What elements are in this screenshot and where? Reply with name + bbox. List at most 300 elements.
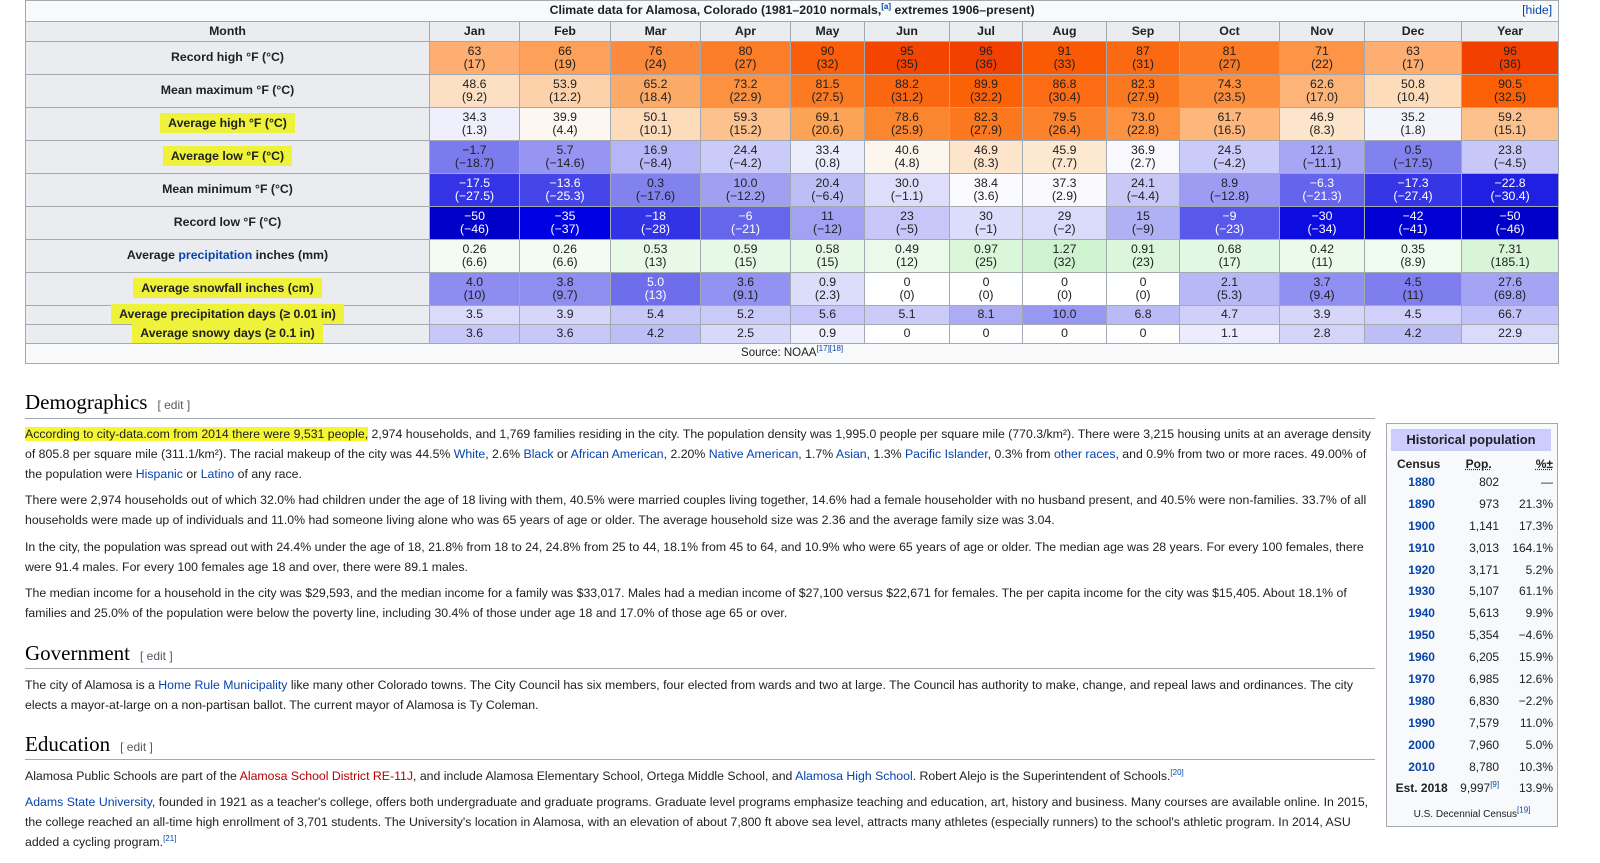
link-asian[interactable]: Asian — [835, 447, 867, 461]
census-year-link[interactable]: 1910 — [1408, 540, 1435, 555]
climate-cell-f: 4.2 — [1404, 326, 1422, 341]
climate-cell-c: (11) — [1311, 255, 1333, 269]
climate-cell-f: 29 — [1057, 208, 1072, 223]
climate-cell — [430, 306, 520, 325]
climate-cell — [520, 75, 611, 108]
climate-cell — [430, 207, 520, 240]
climate-cell — [865, 306, 950, 325]
link-school-district[interactable]: Alamosa School District RE-11J — [239, 769, 413, 783]
climate-cell-c: (31) — [1132, 57, 1154, 71]
climate-cell-f: 90 — [820, 43, 835, 58]
climate-cell-c: (13) — [644, 288, 667, 302]
climate-title-tail: extremes 1906–present) — [891, 3, 1035, 18]
climate-cell-f: 0 — [982, 274, 990, 289]
demographics-paragraph-3: In the city, the population was spread out with 24.4% under the age of 18, 21.8% from 18 to 24, 24.8% from 25 to 44, 18.1% from 45 to 64, and 10.9% who were 65 years of age or older. The median age was 28 years. For every 100 females, there were 91.4 males. For every 100 females age 18 and over, there were 89.1 males. — [25, 540, 1364, 574]
climate-cell — [1365, 240, 1462, 273]
est-ref[interactable]: [9] — [1490, 780, 1500, 790]
climate-cell — [1107, 75, 1180, 108]
climate-cell-f: 2.5 — [736, 326, 755, 341]
climate-cell-c: (32) — [816, 57, 839, 71]
climate-cell-f: 66.7 — [1498, 307, 1523, 322]
climate-cell-f: 5.0 — [646, 274, 665, 289]
climate-cell-c: (−6.4) — [811, 189, 844, 203]
climate-cell-c: (8.3) — [1309, 123, 1335, 137]
climate-cell — [1280, 42, 1365, 75]
climate-header-month: Month — [26, 22, 430, 42]
historical-row — [1391, 624, 1553, 646]
climate-cell-f: −50 — [1499, 208, 1521, 223]
climate-cell — [430, 240, 520, 273]
climate-cell — [791, 306, 865, 325]
historical-row — [1391, 668, 1553, 690]
climate-row — [26, 141, 1559, 174]
climate-cell-c: (5.3) — [1216, 288, 1243, 302]
climate-cell — [791, 240, 865, 273]
climate-cell-c: (12.2) — [548, 90, 582, 104]
climate-cell — [611, 42, 701, 75]
climate-cell-f: 96 — [1503, 43, 1517, 58]
climate-cell-c: (2.3) — [814, 288, 841, 302]
climate-cell-f: 59.3 — [733, 109, 758, 124]
census-year-link[interactable]: 1950 — [1408, 628, 1435, 643]
climate-cell — [950, 325, 1023, 344]
climate-cell-f: 48.6 — [462, 76, 487, 91]
link-black[interactable]: Black — [523, 447, 554, 461]
climate-cell-f: 0.58 — [815, 241, 840, 256]
census-pop: 5,613 — [1469, 606, 1500, 621]
climate-cell-f: 4.7 — [1220, 307, 1239, 322]
climate-cell-f: 30 — [979, 208, 993, 223]
government-paragraph — [25, 675, 1373, 715]
climate-cell-c: (27.5) — [811, 90, 844, 104]
census-year-link[interactable]: 2010 — [1408, 759, 1435, 774]
climate-cell — [1023, 42, 1107, 75]
education-ref-21[interactable]: [21] — [163, 833, 177, 843]
climate-cell — [791, 108, 865, 141]
climate-cell-f: 69.1 — [815, 109, 840, 124]
climate-cell — [611, 174, 701, 207]
climate-cell — [611, 306, 701, 325]
col-pop[interactable]: Pop. — [1465, 457, 1492, 471]
climate-cell-f: 0 — [903, 274, 911, 289]
government-edit-link[interactable]: [ edit ] — [139, 649, 173, 663]
climate-cell — [701, 141, 791, 174]
climate-cell-c: (35) — [896, 57, 918, 71]
climate-cell-c: (−4.2) — [729, 156, 762, 170]
climate-cell-f: 0.3 — [646, 175, 665, 190]
climate-row-label — [26, 325, 430, 344]
education-heading-text: Education — [25, 732, 111, 756]
climate-cell — [520, 207, 611, 240]
climate-cell-f: −35 — [554, 208, 576, 223]
link-latino[interactable]: Latino — [200, 467, 235, 481]
climate-cell-c: (16.5) — [1213, 123, 1246, 137]
census-year — [1391, 690, 1452, 712]
climate-cell-c: (−5) — [895, 222, 919, 236]
climate-cell — [950, 273, 1023, 306]
census-pop: 3,171 — [1469, 562, 1500, 577]
climate-row — [26, 207, 1559, 240]
census-year — [1391, 493, 1452, 515]
census-pct: 9.9% — [1525, 606, 1553, 621]
climate-cell — [791, 174, 865, 207]
link-adams-state[interactable]: Adams State University — [25, 795, 152, 809]
climate-cell — [1365, 108, 1462, 141]
climate-cell-f: 0.26 — [553, 241, 577, 256]
climate-cell-c: (−17.6) — [635, 189, 676, 203]
census-pct: 164.1% — [1512, 540, 1553, 555]
climate-cell-f: 3.9 — [1313, 307, 1331, 322]
climate-cell — [430, 273, 520, 306]
climate-cell-f: 0 — [1139, 274, 1147, 289]
climate-cell — [1107, 325, 1180, 344]
climate-cell-f: 3.6 — [465, 326, 484, 341]
census-pop: 973 — [1479, 496, 1500, 511]
climate-cell-c: (−21.3) — [1302, 189, 1342, 203]
link-hispanic[interactable]: Hispanic — [135, 467, 183, 481]
census-year-link[interactable]: 1930 — [1408, 584, 1435, 599]
climate-cell-f: 23 — [900, 208, 914, 223]
climate-cell-c: (10) — [463, 288, 486, 302]
census-pct: — — [1541, 474, 1553, 489]
climate-cell — [1280, 240, 1365, 273]
climate-header-mar: Mar — [611, 22, 701, 42]
climate-body — [26, 42, 1559, 344]
climate-cell-c: (17) — [463, 57, 486, 71]
climate-cell-f: 16.9 — [643, 142, 668, 157]
climate-cell-c: (−1) — [974, 222, 998, 236]
historical-footnote-ref[interactable]: [19] — [1517, 805, 1531, 815]
climate-cell-f: 3.6 — [736, 274, 755, 289]
climate-cell — [791, 207, 865, 240]
education-ref-20[interactable]: [20] — [1170, 767, 1184, 777]
climate-cell — [791, 42, 865, 75]
census-year-link[interactable]: 1920 — [1408, 562, 1435, 577]
climate-cell-c: (8.3) — [973, 156, 999, 170]
climate-cell-c: (9.4) — [1309, 288, 1335, 302]
census-year — [1391, 712, 1452, 734]
census-pop: 6,830 — [1469, 693, 1500, 708]
climate-row-label-text: Average high °F (°C) — [160, 113, 295, 133]
climate-cell-c: (−1.1) — [890, 189, 924, 203]
climate-row-label-text: Mean maximum °F (°C) — [160, 83, 295, 98]
climate-cell-f: 5.7 — [556, 142, 574, 157]
climate-cell — [1365, 141, 1462, 174]
census-year-link[interactable]: 1980 — [1408, 693, 1435, 708]
demographics-text-or2: or — [182, 467, 201, 481]
climate-row-label — [26, 240, 430, 273]
climate-cell — [1462, 273, 1559, 306]
climate-header-jun: Jun — [865, 22, 950, 42]
climate-cell — [950, 75, 1023, 108]
climate-cell-c: (33) — [1053, 57, 1076, 71]
climate-cell-c: (17.0) — [1305, 90, 1339, 104]
climate-cell — [865, 141, 950, 174]
census-pct: 12.6% — [1518, 671, 1553, 686]
climate-cell-f: −18 — [645, 208, 666, 223]
climate-cell-f: 37.3 — [1052, 175, 1077, 190]
climate-cell — [1365, 75, 1462, 108]
climate-cell — [1280, 108, 1365, 141]
climate-cell-c: (−4.5) — [1493, 156, 1527, 170]
climate-header-oct: Oct — [1180, 22, 1280, 42]
link-african-american[interactable]: African American — [570, 447, 664, 461]
climate-cell — [950, 306, 1023, 325]
link-precipitation[interactable]: precipitation — [178, 248, 253, 263]
demographics-text-a: 2,974 households, and 1,769 families residing in the city. The population density was 1,995.0 people per square mile (770.3/km²). There were 3,215 housing units at an average density of 805.8 per square mile (311.1/km²). The racial makeup of the city was 44.5% — [25, 427, 1371, 461]
climate-cell-f: 38.4 — [974, 175, 998, 190]
demographics-rule — [25, 418, 1375, 419]
census-pop: 3,013 — [1469, 540, 1500, 555]
climate-cell — [701, 325, 791, 344]
climate-cell-c: (−4.2) — [1213, 156, 1246, 170]
census-year-link[interactable]: 1880 — [1408, 474, 1435, 489]
climate-cell-c: (−18.7) — [454, 156, 495, 170]
climate-row-label — [26, 306, 430, 325]
education-paragraph-1 — [25, 766, 1373, 786]
climate-cell — [865, 273, 950, 306]
climate-cell-f: 8.1 — [977, 307, 995, 322]
climate-cell — [1180, 174, 1280, 207]
historical-population-box — [1386, 423, 1558, 827]
climate-cell-f: 34.3 — [462, 109, 487, 124]
climate-header-aug: Aug — [1023, 22, 1107, 42]
historical-footnote-text: U.S. Decennial Census — [1413, 809, 1518, 820]
climate-cell-c: (4.4) — [552, 123, 578, 137]
hide-link[interactable]: [hide] — [1522, 3, 1553, 17]
climate-cell-f: 0.53 — [643, 241, 668, 256]
climate-cell-c: (0) — [978, 288, 994, 302]
link-white[interactable]: White — [453, 447, 486, 461]
climate-cell-c: (22.8) — [1126, 123, 1160, 137]
census-year — [1391, 580, 1452, 602]
climate-cell-c: (26.4) — [1048, 123, 1081, 137]
government-text-b: like many other Colorado towns. The City Council has six members, four elected from wards and two at large. The Council has authority to make, change, and repeal laws and ordinances. The city elects a mayor-at-large on a non-partisan ballot. The current mayor of Alamosa is Ty Coleman. — [25, 678, 1354, 712]
climate-table — [25, 0, 1559, 364]
climate-cell-c: (4.8) — [894, 156, 920, 170]
climate-cell — [1107, 306, 1180, 325]
climate-cell-c: (32.2) — [969, 90, 1003, 104]
historical-row — [1391, 580, 1553, 602]
climate-cell — [1462, 306, 1559, 325]
climate-cell-c: (32.5) — [1494, 90, 1527, 104]
climate-cell-f: 2.1 — [1220, 274, 1239, 289]
climate-cell — [950, 174, 1023, 207]
climate-header-feb: Feb — [520, 22, 611, 42]
census-year-link[interactable]: 2000 — [1408, 737, 1435, 752]
climate-title-ref[interactable]: [a] — [881, 2, 892, 12]
link-home-rule[interactable]: Home Rule Municipality — [158, 678, 288, 692]
climate-cell — [1023, 108, 1107, 141]
climate-cell — [520, 306, 611, 325]
est-pop-value: 9,997 — [1460, 781, 1491, 796]
education-edit-link[interactable]: [ edit ] — [120, 740, 153, 754]
climate-header-jul: Jul — [950, 22, 1023, 42]
climate-cell-c: (18.4) — [639, 90, 672, 104]
climate-row-label — [26, 174, 430, 207]
climate-cell-f: 71 — [1315, 43, 1329, 58]
climate-cell — [520, 174, 611, 207]
climate-cell — [1107, 273, 1180, 306]
climate-cell — [1365, 207, 1462, 240]
census-year-link[interactable]: 1940 — [1408, 606, 1435, 621]
climate-cell-c: (1.3) — [461, 123, 488, 137]
climate-cell — [1107, 141, 1180, 174]
link-other-races[interactable]: other races — [1053, 447, 1116, 461]
census-year-link[interactable]: 1970 — [1408, 671, 1435, 686]
census-year — [1391, 646, 1452, 668]
climate-cell-f: 63 — [1406, 43, 1420, 58]
climate-cell — [1462, 240, 1559, 273]
climate-cell — [1280, 325, 1365, 344]
climate-cell — [791, 273, 865, 306]
census-pct: 11.0% — [1519, 715, 1553, 730]
demographics-paragraph-2: There were 2,974 households out of which 32.0% had children under the age of 18 living with them, 40.5% were married couples living together, 14.6% had a female householder with no husband present, and 40.5% were non-families. 33.7% of all households were made up of individuals and 11.0% had someone living alone who was 65 years of age or older. The average household size was 2.36 and the average family size was 3.04. — [25, 493, 1367, 527]
climate-cell-c: (69.8) — [1494, 288, 1527, 302]
climate-cell-f: 0.26 — [462, 241, 487, 256]
climate-cell-f: 2.8 — [1313, 326, 1331, 341]
census-year-link[interactable]: 1960 — [1408, 650, 1435, 665]
climate-source — [26, 344, 1559, 364]
climate-cell — [1365, 325, 1462, 344]
historical-population-body — [1391, 471, 1553, 777]
climate-cell — [1107, 108, 1180, 141]
climate-cell — [1462, 42, 1559, 75]
climate-cell — [1023, 240, 1107, 273]
climate-cell-c: (2.7) — [1130, 156, 1156, 170]
climate-cell-c: (17) — [1218, 255, 1241, 269]
climate-cell — [1365, 306, 1462, 325]
climate-cell-f: 24.5 — [1217, 142, 1242, 157]
census-year-link[interactable]: 1890 — [1408, 496, 1435, 511]
climate-cell — [701, 75, 791, 108]
climate-cell-f: 0 — [982, 326, 990, 341]
climate-cell-c: (−12.8) — [1209, 189, 1250, 203]
link-alamosa-high[interactable]: Alamosa High School — [795, 769, 913, 783]
climate-cell-f: 89.9 — [974, 76, 998, 91]
census-year-link[interactable]: 1990 — [1408, 715, 1435, 730]
climate-cell-f: 1.27 — [1052, 241, 1077, 256]
climate-cell-c: (−9) — [1131, 222, 1155, 236]
climate-cell-f: 73.2 — [733, 76, 758, 91]
climate-cell-f: 11 — [821, 208, 834, 223]
census-year — [1391, 734, 1452, 756]
climate-row-label — [26, 207, 430, 240]
government-heading — [25, 641, 173, 666]
demographics-paragraph-1 — [25, 424, 1373, 484]
climate-cell-f: 0.5 — [1404, 142, 1422, 157]
link-pacific-islander[interactable]: Pacific Islander — [904, 447, 988, 461]
climate-cell — [611, 207, 701, 240]
climate-cell — [611, 141, 701, 174]
climate-header-sep: Sep — [1107, 22, 1180, 42]
climate-row-label-text: Mean minimum °F (°C) — [162, 182, 293, 197]
climate-cell-f: 3.7 — [1313, 274, 1331, 289]
climate-cell-c: (27.9) — [969, 123, 1003, 137]
climate-cell — [1180, 325, 1280, 344]
climate-cell-f: 0.91 — [1131, 241, 1155, 256]
climate-cell-f: 0.49 — [895, 241, 919, 256]
climate-cell-c: (6.6) — [552, 255, 578, 269]
education-text-b: , and include Alamosa Elementary School, Ortega Middle School, and — [413, 769, 796, 783]
census-pct: 5.2% — [1525, 562, 1553, 577]
col-pct[interactable]: %± — [1535, 457, 1553, 471]
census-pct: 61.1% — [1518, 584, 1553, 599]
climate-cell-f: −17.3 — [1397, 175, 1429, 190]
climate-row-label-text: Record high °F (°C) — [171, 50, 284, 65]
climate-cell-c: (−17.5) — [1393, 156, 1433, 170]
climate-cell-f: 22.9 — [1498, 326, 1523, 341]
demographics-text-h: of any race. — [234, 467, 302, 481]
demographics-heading-text: Demographics — [25, 390, 148, 414]
climate-cell — [791, 141, 865, 174]
census-pop: 802 — [1479, 474, 1500, 489]
climate-header-nov: Nov — [1280, 22, 1365, 42]
demographics-edit-link[interactable]: [ edit ] — [157, 398, 191, 412]
climate-cell-c: (−23) — [1214, 222, 1245, 236]
climate-row — [26, 42, 1559, 75]
government-heading-text: Government — [25, 641, 130, 665]
climate-cell-f: 24.4 — [733, 142, 758, 157]
climate-cell — [1280, 174, 1365, 207]
climate-cell-f: 4.5 — [1404, 274, 1422, 289]
climate-cell-f: 6.8 — [1134, 307, 1152, 322]
historical-population-title: Historical population — [1391, 429, 1551, 451]
climate-cell — [1107, 240, 1180, 273]
climate-cell — [520, 240, 611, 273]
climate-cell-c: (27.9) — [1126, 90, 1160, 104]
climate-cell-f: 0 — [1061, 274, 1068, 289]
census-pct: 17.3% — [1518, 518, 1553, 533]
climate-cell-f: 78.6 — [895, 109, 919, 124]
climate-cell-c: (15.2) — [729, 123, 762, 137]
climate-cell-f: 91 — [1057, 43, 1072, 58]
census-year-link[interactable]: 1900 — [1408, 518, 1435, 533]
climate-cell-c: (−28) — [640, 222, 671, 236]
climate-source-ref[interactable]: [17][18] — [816, 343, 844, 353]
census-year — [1391, 668, 1452, 690]
climate-cell-f: 3.9 — [556, 307, 574, 322]
climate-cell-c: (−14.6) — [545, 156, 585, 170]
climate-cell-f: 35.2 — [1401, 109, 1425, 124]
climate-cell-c: (9.7) — [552, 288, 578, 302]
climate-cell-c: (−25.3) — [545, 189, 585, 203]
climate-cell-f: 23.8 — [1498, 142, 1523, 157]
climate-cell — [1280, 207, 1365, 240]
census-year — [1391, 515, 1452, 537]
climate-cell-c: (10.4) — [1396, 90, 1430, 104]
climate-cell — [1462, 207, 1559, 240]
est-label: Est. 2018 — [1395, 781, 1448, 796]
est-pct: 13.9% — [1518, 781, 1553, 796]
climate-cell — [1107, 174, 1180, 207]
climate-cell-c: (−46) — [459, 222, 490, 236]
climate-cell-c: (13) — [644, 255, 667, 269]
census-pop: 7,960 — [1469, 737, 1500, 752]
historical-row — [1391, 537, 1553, 559]
climate-cell-f: 12.1 — [1310, 142, 1334, 157]
climate-cell-f: 27.6 — [1498, 274, 1523, 289]
climate-cell-c: (−11.1) — [1302, 156, 1342, 170]
climate-cell-f: 82.3 — [1131, 76, 1155, 91]
climate-cell — [1180, 75, 1280, 108]
climate-cell — [520, 141, 611, 174]
climate-cell — [520, 42, 611, 75]
climate-cell-f: 81.5 — [815, 76, 840, 91]
climate-cell-f: 46.9 — [974, 142, 998, 157]
link-native-american[interactable]: Native American — [708, 447, 799, 461]
climate-cell — [1280, 75, 1365, 108]
